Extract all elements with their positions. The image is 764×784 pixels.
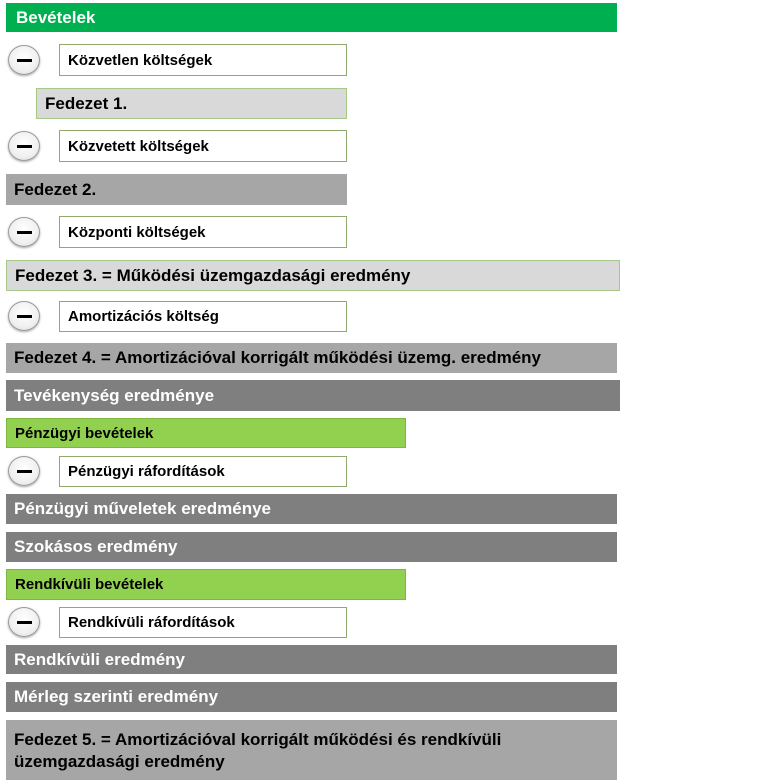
row-fedezet-3: Fedezet 3. = Működési üzemgazdasági eredmény — [6, 260, 620, 291]
row-kozvetett-koltsegek: Közvetett költségek — [59, 130, 347, 162]
row-amortizacios-koltseg: Amortizációs költség — [59, 301, 347, 332]
row-rendkivuli-raforditasok: Rendkívüli ráfordítások — [59, 607, 347, 638]
row-kozvetlen-koltsegek: Közvetlen költségek — [59, 44, 347, 76]
minus-circle-icon — [8, 45, 40, 75]
minus-circle-icon — [8, 301, 40, 331]
row-penzugyi-bevetelek: Pénzügyi bevételek — [6, 418, 406, 448]
minus-circle-icon — [8, 131, 40, 161]
row-bevetelek: Bevételek — [6, 3, 617, 32]
minus-circle-icon — [8, 217, 40, 247]
row-fedezet-5: Fedezet 5. = Amortizációval korrigált működési és rendkívüli üzemgazdasági eredmény — [6, 720, 617, 780]
minus-circle-icon — [8, 456, 40, 486]
row-penzugyi-raforditasok: Pénzügyi ráfordítások — [59, 456, 347, 487]
row-szokasos-eredmeny: Szokásos eredmény — [6, 532, 617, 562]
row-tevekenyseg-eredmenye: Tevékenység eredménye — [6, 380, 620, 411]
row-fedezet-1: Fedezet 1. — [36, 88, 347, 119]
minus-circle-icon — [8, 607, 40, 637]
row-kozponti-koltsegek: Központi költségek — [59, 216, 347, 248]
row-rendkivuli-eredmeny: Rendkívüli eredmény — [6, 645, 617, 674]
row-penzugyi-muveletek-eredmenye: Pénzügyi műveletek eredménye — [6, 494, 617, 524]
row-merleg-szerinti-eredmeny: Mérleg szerinti eredmény — [6, 682, 617, 712]
row-fedezet-4: Fedezet 4. = Amortizációval korrigált működési üzemg. eredmény — [6, 343, 617, 373]
row-rendkivuli-bevetelek: Rendkívüli bevételek — [6, 569, 406, 600]
row-fedezet-2: Fedezet 2. — [6, 174, 347, 205]
